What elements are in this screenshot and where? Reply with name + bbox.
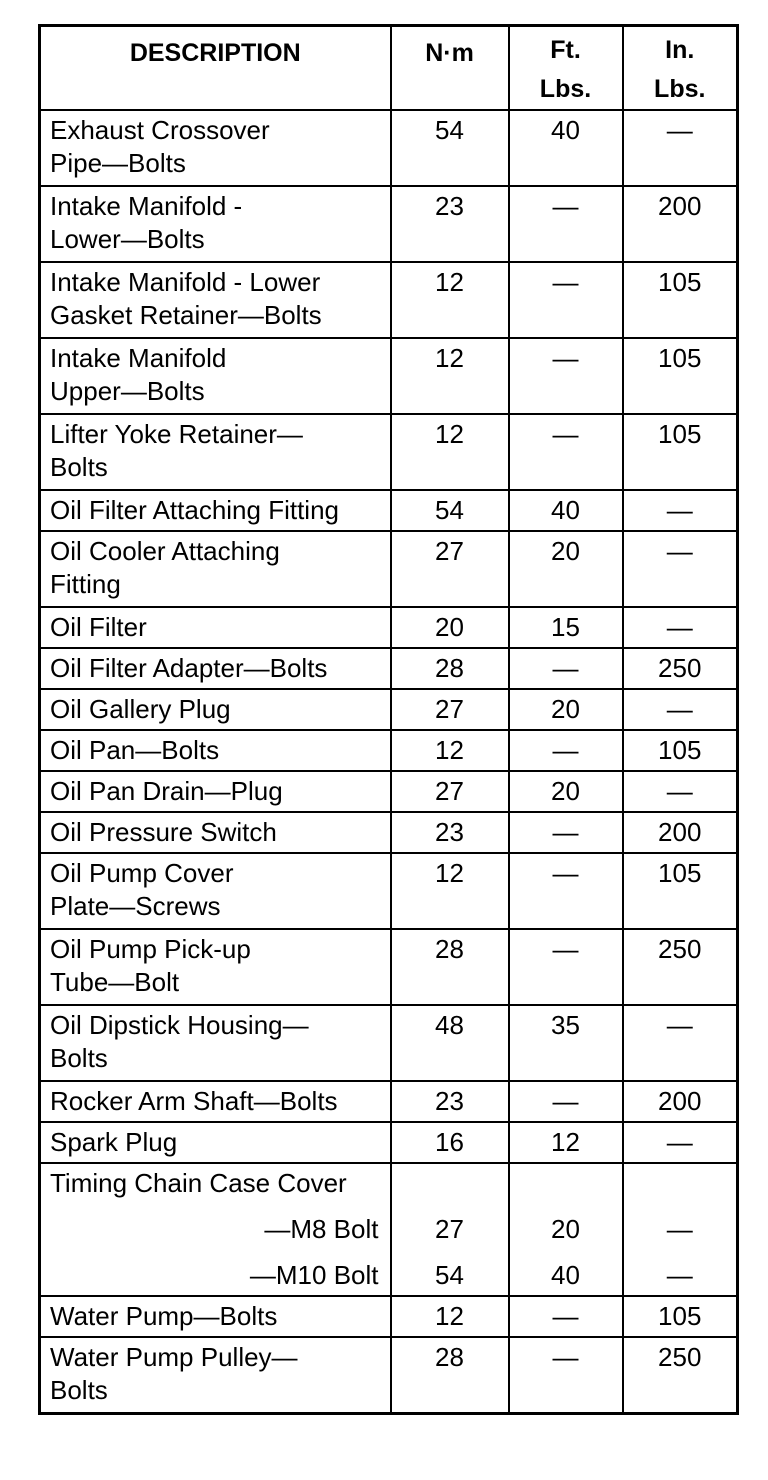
description-line: Oil Filter Adapter—Bolts bbox=[50, 653, 328, 683]
nm-cell: 28 bbox=[391, 648, 509, 689]
in-lbs-cell: — bbox=[623, 110, 738, 186]
description-cell bbox=[40, 1337, 391, 1413]
in-lbs-cell: 105 bbox=[623, 414, 738, 490]
description-line: Oil Pressure Switch bbox=[50, 817, 277, 847]
table-row bbox=[40, 110, 738, 186]
description-cell bbox=[40, 110, 391, 186]
value-line: 27 bbox=[435, 1214, 464, 1244]
description-cell bbox=[40, 1163, 391, 1296]
description-cell bbox=[40, 812, 391, 853]
description-line: Bolts bbox=[50, 1043, 108, 1073]
description-line: Exhaust Crossover bbox=[50, 115, 270, 145]
nm-cell: 54 bbox=[391, 490, 509, 531]
in-lbs-cell: — bbox=[623, 607, 738, 648]
ft-lbs-cell: 40 bbox=[509, 110, 623, 186]
in-lbs-cell: 105 bbox=[623, 338, 738, 414]
ft-lbs-cell: — bbox=[509, 1337, 623, 1413]
description-cell bbox=[40, 262, 391, 338]
in-lbs-cell: 200 bbox=[623, 1081, 738, 1122]
ft-lbs-cell: 40 bbox=[509, 490, 623, 531]
ft-lbs-cell: — bbox=[509, 262, 623, 338]
description-line: Oil Dipstick Housing— bbox=[50, 1010, 309, 1040]
nm-cell: 54 bbox=[391, 110, 509, 186]
table-row bbox=[40, 853, 738, 929]
description-line: Bolts bbox=[50, 452, 108, 482]
value-line: 54 bbox=[435, 1260, 464, 1290]
description-line: Intake Manifold bbox=[50, 343, 227, 373]
header-ft-line1: Ft. bbox=[550, 36, 581, 64]
spacer bbox=[510, 1167, 622, 1213]
nm-cell: 12 bbox=[391, 730, 509, 771]
in-lbs-cell: — bbox=[623, 1122, 738, 1163]
in-lbs-cell: — bbox=[623, 490, 738, 531]
table-row bbox=[40, 1005, 738, 1081]
header-in-line1: In. bbox=[665, 36, 695, 64]
table-row bbox=[40, 1081, 738, 1122]
in-lbs-cell: 250 bbox=[623, 1337, 738, 1413]
description-line: Oil Gallery Plug bbox=[50, 694, 231, 724]
ft-lbs-cell: 20 bbox=[509, 689, 623, 730]
nm-cell: 12 bbox=[391, 1296, 509, 1337]
spacer bbox=[624, 1167, 737, 1213]
nm-cell: 28 bbox=[391, 1337, 509, 1413]
description-cell bbox=[40, 1005, 391, 1081]
description-cell bbox=[40, 730, 391, 771]
nm-cell: 27 bbox=[391, 771, 509, 812]
nm-cell: 12 bbox=[391, 338, 509, 414]
description-line: Plate—Screws bbox=[50, 891, 221, 921]
description-cell bbox=[40, 1081, 391, 1122]
table-row bbox=[40, 648, 738, 689]
description-cell bbox=[40, 531, 391, 607]
description-line: Oil Cooler Attaching bbox=[50, 536, 280, 566]
spacer bbox=[392, 1167, 508, 1213]
description-cell bbox=[40, 648, 391, 689]
description-line: Oil Pan Drain—Plug bbox=[50, 776, 283, 806]
description-line: Bolts bbox=[50, 1375, 108, 1405]
table-row bbox=[40, 1296, 738, 1337]
description-line: Water Pump Pulley— bbox=[50, 1342, 298, 1372]
nm-cell: 27 bbox=[391, 689, 509, 730]
in-lbs-cell: 200 bbox=[623, 812, 738, 853]
ft-lbs-cell: 15 bbox=[509, 607, 623, 648]
description-line: Spark Plug bbox=[50, 1127, 178, 1157]
description-line: Intake Manifold - Lower bbox=[50, 267, 321, 297]
description-cell bbox=[40, 929, 391, 1005]
header-row bbox=[40, 26, 738, 111]
ft-lbs-cell: — bbox=[509, 414, 623, 490]
table-row-timing-chain bbox=[40, 1163, 738, 1296]
value-line: — bbox=[666, 1260, 693, 1290]
ft-lbs-cell: — bbox=[509, 730, 623, 771]
description-cell bbox=[40, 186, 391, 262]
ft-lbs-cell: — bbox=[509, 1296, 623, 1337]
description-cell bbox=[40, 490, 391, 531]
nm-cell bbox=[391, 1163, 509, 1296]
table-row bbox=[40, 414, 738, 490]
table-row bbox=[40, 929, 738, 1005]
table-row bbox=[40, 531, 738, 607]
nm-cell: 27 bbox=[391, 531, 509, 607]
table-row bbox=[40, 186, 738, 262]
description-line: Rocker Arm Shaft—Bolts bbox=[50, 1086, 338, 1116]
description-line: Water Pump—Bolts bbox=[50, 1301, 278, 1331]
ft-lbs-cell: 20 bbox=[509, 531, 623, 607]
description-cell bbox=[40, 771, 391, 812]
sub-description-line: —M10 Bolt bbox=[249, 1260, 379, 1290]
ft-lbs-cell: — bbox=[509, 1081, 623, 1122]
description-cell bbox=[40, 1122, 391, 1163]
header-ft-line2: Lbs. bbox=[539, 75, 592, 103]
description-line: Upper—Bolts bbox=[50, 376, 205, 406]
description-line: Oil Pump Pick-up bbox=[50, 934, 251, 964]
ft-lbs-cell: — bbox=[509, 853, 623, 929]
description-line: Intake Manifold - bbox=[50, 191, 243, 221]
description-cell bbox=[40, 1296, 391, 1337]
header-description: DESCRIPTION bbox=[40, 26, 391, 111]
nm-cell: 28 bbox=[391, 929, 509, 1005]
value-line: 20 bbox=[551, 1214, 580, 1244]
in-lbs-cell bbox=[623, 1163, 738, 1296]
header-in-line2: Lbs. bbox=[654, 75, 706, 103]
ft-lbs-cell: 20 bbox=[509, 771, 623, 812]
table-row bbox=[40, 262, 738, 338]
ft-lbs-cell: — bbox=[509, 812, 623, 853]
description-line: Lower—Bolts bbox=[50, 224, 205, 254]
table-row bbox=[40, 730, 738, 771]
in-lbs-cell: 105 bbox=[623, 1296, 738, 1337]
ft-lbs-cell bbox=[509, 1163, 623, 1296]
nm-cell: 23 bbox=[391, 186, 509, 262]
in-lbs-cell: 250 bbox=[623, 648, 738, 689]
nm-cell: 12 bbox=[391, 262, 509, 338]
description-line: Tube—Bolt bbox=[50, 967, 180, 997]
in-lbs-cell: 105 bbox=[623, 730, 738, 771]
table-row bbox=[40, 1337, 738, 1413]
ft-lbs-cell: 12 bbox=[509, 1122, 623, 1163]
table-row bbox=[40, 812, 738, 853]
nm-cell: 23 bbox=[391, 1081, 509, 1122]
in-lbs-cell: 105 bbox=[623, 853, 738, 929]
description-line: Timing Chain Case Cover bbox=[50, 1168, 347, 1198]
in-lbs-cell: 105 bbox=[623, 262, 738, 338]
description-line: Oil Filter bbox=[50, 612, 147, 642]
ft-lbs-cell: — bbox=[509, 338, 623, 414]
sub-description-line: —M8 Bolt bbox=[264, 1214, 379, 1244]
in-lbs-cell: 200 bbox=[623, 186, 738, 262]
table-row bbox=[40, 338, 738, 414]
in-lbs-cell: — bbox=[623, 689, 738, 730]
table-row bbox=[40, 771, 738, 812]
description-cell bbox=[40, 853, 391, 929]
ft-lbs-cell: — bbox=[509, 648, 623, 689]
description-cell bbox=[40, 689, 391, 730]
in-lbs-cell: — bbox=[623, 1005, 738, 1081]
description-line: Oil Pan—Bolts bbox=[50, 735, 220, 765]
table-row bbox=[40, 490, 738, 531]
nm-cell: 12 bbox=[391, 853, 509, 929]
nm-cell: 20 bbox=[391, 607, 509, 648]
description-line: Oil Filter Attaching Fitting bbox=[50, 495, 339, 525]
description-line: Gasket Retainer—Bolts bbox=[50, 300, 322, 330]
description-cell bbox=[40, 607, 391, 648]
in-lbs-cell: 250 bbox=[623, 929, 738, 1005]
in-lbs-cell: — bbox=[623, 771, 738, 812]
nm-cell: 12 bbox=[391, 414, 509, 490]
header-in-lbs bbox=[623, 26, 738, 111]
nm-cell: 23 bbox=[391, 812, 509, 853]
in-lbs-cell: — bbox=[623, 531, 738, 607]
ft-lbs-cell: — bbox=[509, 186, 623, 262]
value-line: 40 bbox=[551, 1260, 580, 1290]
torque-spec-table bbox=[38, 24, 739, 1415]
nm-cell: 48 bbox=[391, 1005, 509, 1081]
ft-lbs-cell: — bbox=[509, 929, 623, 1005]
value-line: — bbox=[666, 1214, 693, 1244]
description-line: Lifter Yoke Retainer— bbox=[50, 419, 303, 449]
description-cell bbox=[40, 414, 391, 490]
table-row bbox=[40, 607, 738, 648]
header-nm: N·m bbox=[391, 26, 509, 111]
table-body bbox=[40, 110, 738, 1413]
description-cell bbox=[40, 338, 391, 414]
header-ft-lbs bbox=[509, 26, 623, 111]
ft-lbs-cell: 35 bbox=[509, 1005, 623, 1081]
description-line: Fitting bbox=[50, 569, 121, 599]
description-line: Pipe—Bolts bbox=[50, 148, 186, 178]
table-row bbox=[40, 1122, 738, 1163]
nm-cell: 16 bbox=[391, 1122, 509, 1163]
table-row bbox=[40, 689, 738, 730]
description-line: Oil Pump Cover bbox=[50, 858, 234, 888]
